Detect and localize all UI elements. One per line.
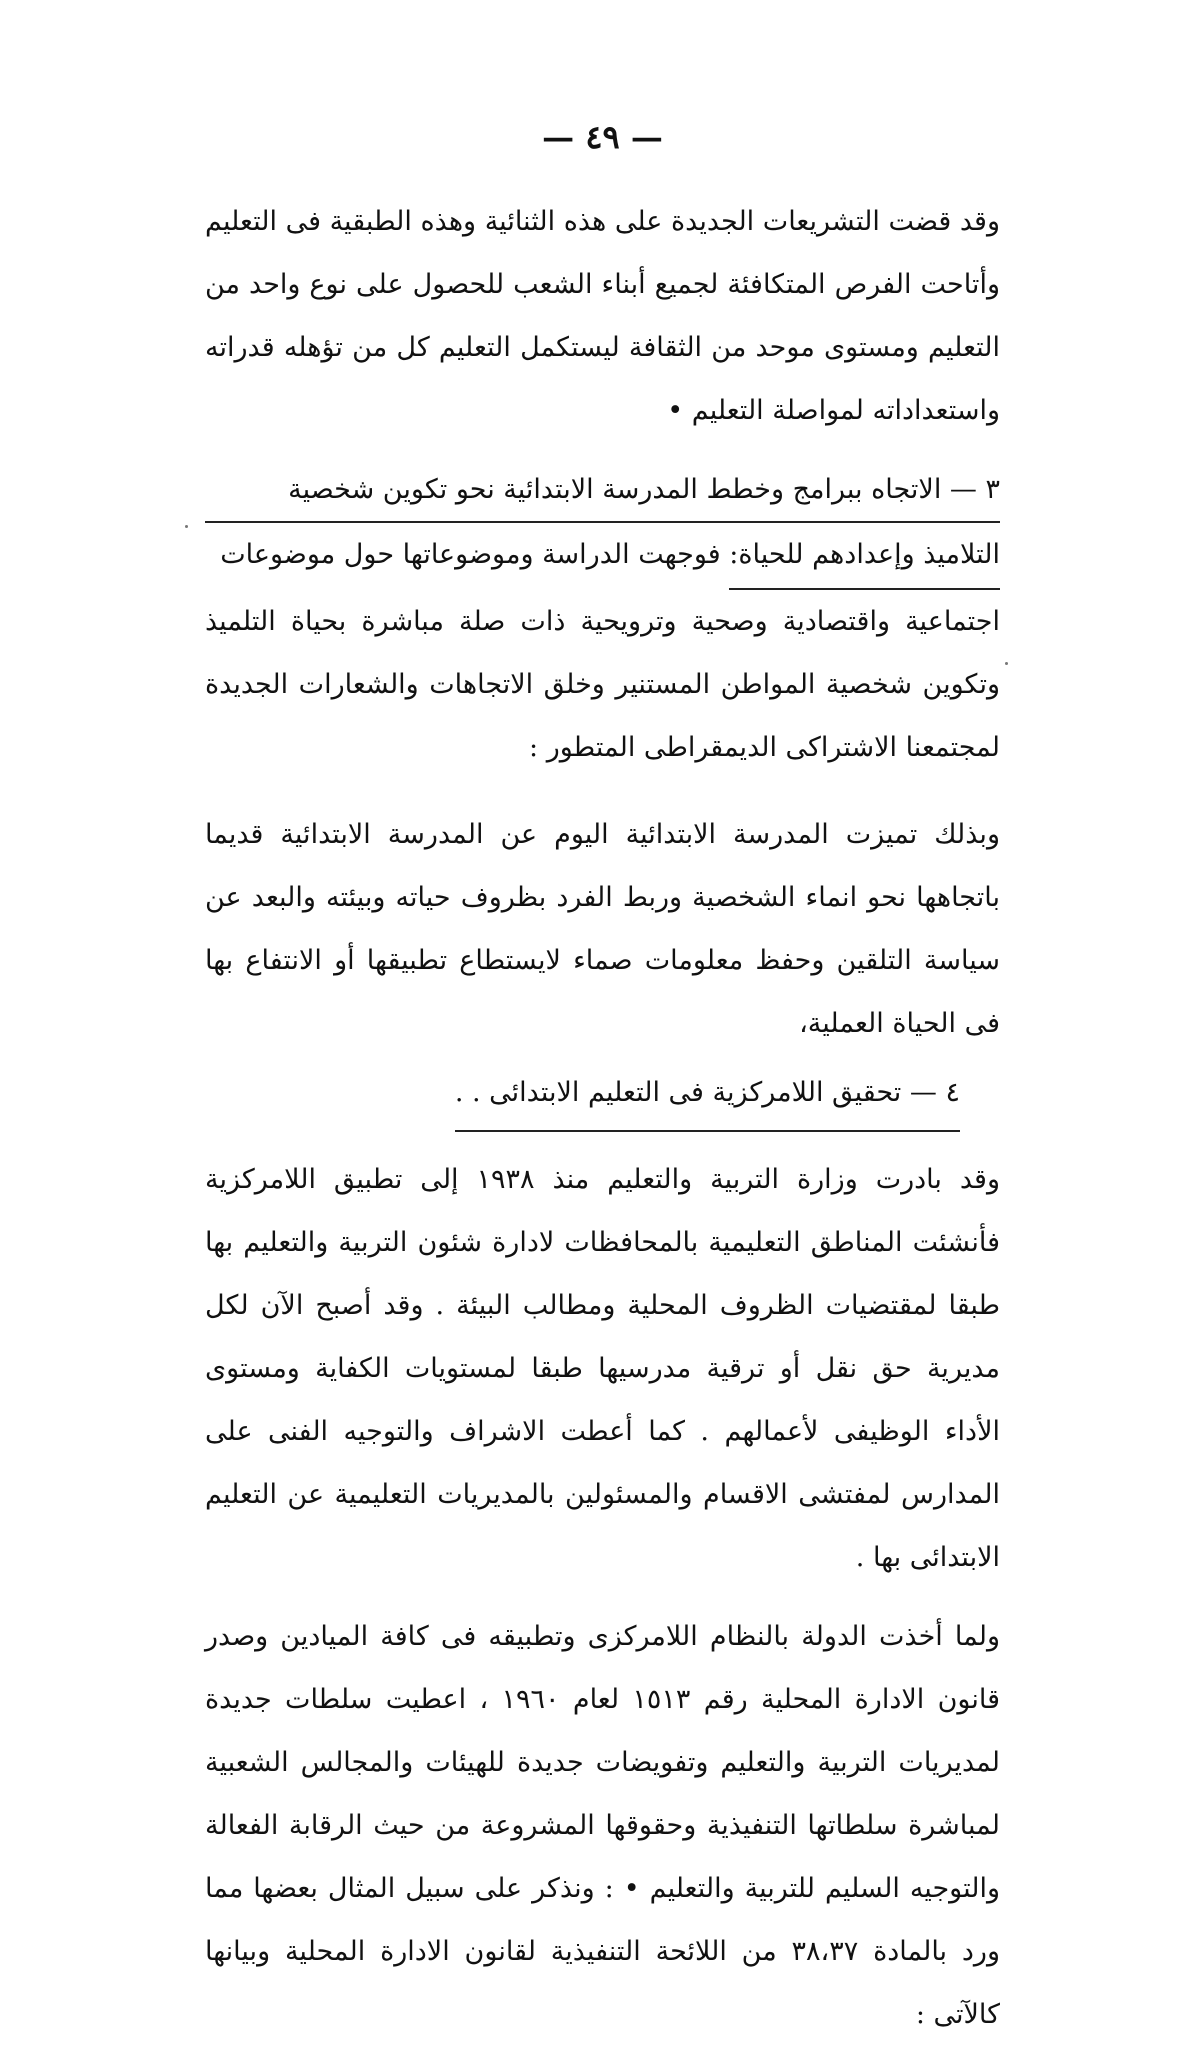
section-4-heading-text: ٤ — تحقيق اللامركزية فى التعليم الابتدائى . . bbox=[455, 1061, 960, 1132]
section-3-body: اجتماعية واقتصادية وصحية وترويحية ذات صلة مباشرة بحياة التلميذ وتكوين شخصية المواطن المستنير وخلق الاتجاهات والشعارات الجديدة لمجتمعنا الاشتراكى الديمقراطى المتطور : bbox=[205, 606, 1000, 763]
section-4-heading bbox=[205, 1061, 1000, 1132]
section-3-heading: ٣ — الاتجاه ببرامج وخطط المدرسة الابتدائية نحو تكوين شخصية bbox=[205, 458, 1000, 523]
paragraph-distinction: وبذلك تميزت المدرسة الابتدائية اليوم عن المدرسة الابتدائية قديما باتجاهها نحو انماء الشخصية وربط الفرد بظروف حياته وبيئته والبعد عن سياسة التلقين وحفظ معلومات صماء لايستطاع تطبيقها أو الانتفاع بها فى الحياة العملية، bbox=[205, 819, 1000, 1039]
paragraph-local-administration-law: ولما أخذت الدولة بالنظام اللامركزى وتطبيقه فى كافة الميادين وصدر قانون الادارة المحلية رقم ١٥١٣ لعام ١٩٦٠ ، اعطيت سلطات جديدة لمديريات التربية والتعليم وتفويضات جديدة للهيئات والمجالس الشعبية لمباشرة سلطاتها التنفيذية وحقوقها المشروعة من حيث الرقابة الفعالة والتوجيه السليم للتربية والتعليم • : ونذكر على سبيل المثال بعضها مما ورد بالمادة ٣٨،٣٧ من اللائحة التنفيذية لقانون الادارة المحلية وبيانها كالآتى : bbox=[205, 1621, 1000, 2030]
section-3-underlined-phrase: التلاميذ وإعدادهم للحياة: bbox=[729, 523, 1000, 590]
section-3-line-rest: فوجهت الدراسة وموضوعاتها حول موضوعات bbox=[220, 539, 730, 570]
scan-speck bbox=[1005, 662, 1008, 665]
page-number: — ٤٩ — bbox=[542, 118, 663, 156]
paragraph-equal-opportunity: وقد قضت التشريعات الجديدة على هذه الثنائية وهذه الطبقية فى التعليم وأتاحت الفرص المتكافئة لجميع أبناء الشعب للحصول على نوع واحد من التعليم ومستوى موحد من الثقافة ليستكمل التعليم كل من تؤهله قدراته واستعداداته لمواصلة التعليم • bbox=[205, 206, 1000, 426]
document-page bbox=[205, 100, 1000, 2030]
paragraph-decentralization: وقد بادرت وزارة التربية والتعليم منذ ١٩٣٨ إلى تطبيق اللامركزية فأنشئت المناطق التعليمية بالمحافظات لادارة شئون التربية والتعليم بها طبقا لمقتضيات الظروف المحلية ومطالب البيئة . وقد أصبح الآن لكل مديرية حق نقل أو ترقية مدرسيها طبقا لمستويات الكفاية ومستوى الأداء الوظيفى لأعمالهم . كما أعطت الاشراف والتوجيه الفنى على المدارس لمفتشى الاقسام والمسئولين بالمديريات التعليمية عن التعليم الابتدائى بها . bbox=[205, 1164, 1000, 1573]
section-3-subheading bbox=[205, 523, 1000, 590]
scan-speck bbox=[185, 525, 188, 528]
